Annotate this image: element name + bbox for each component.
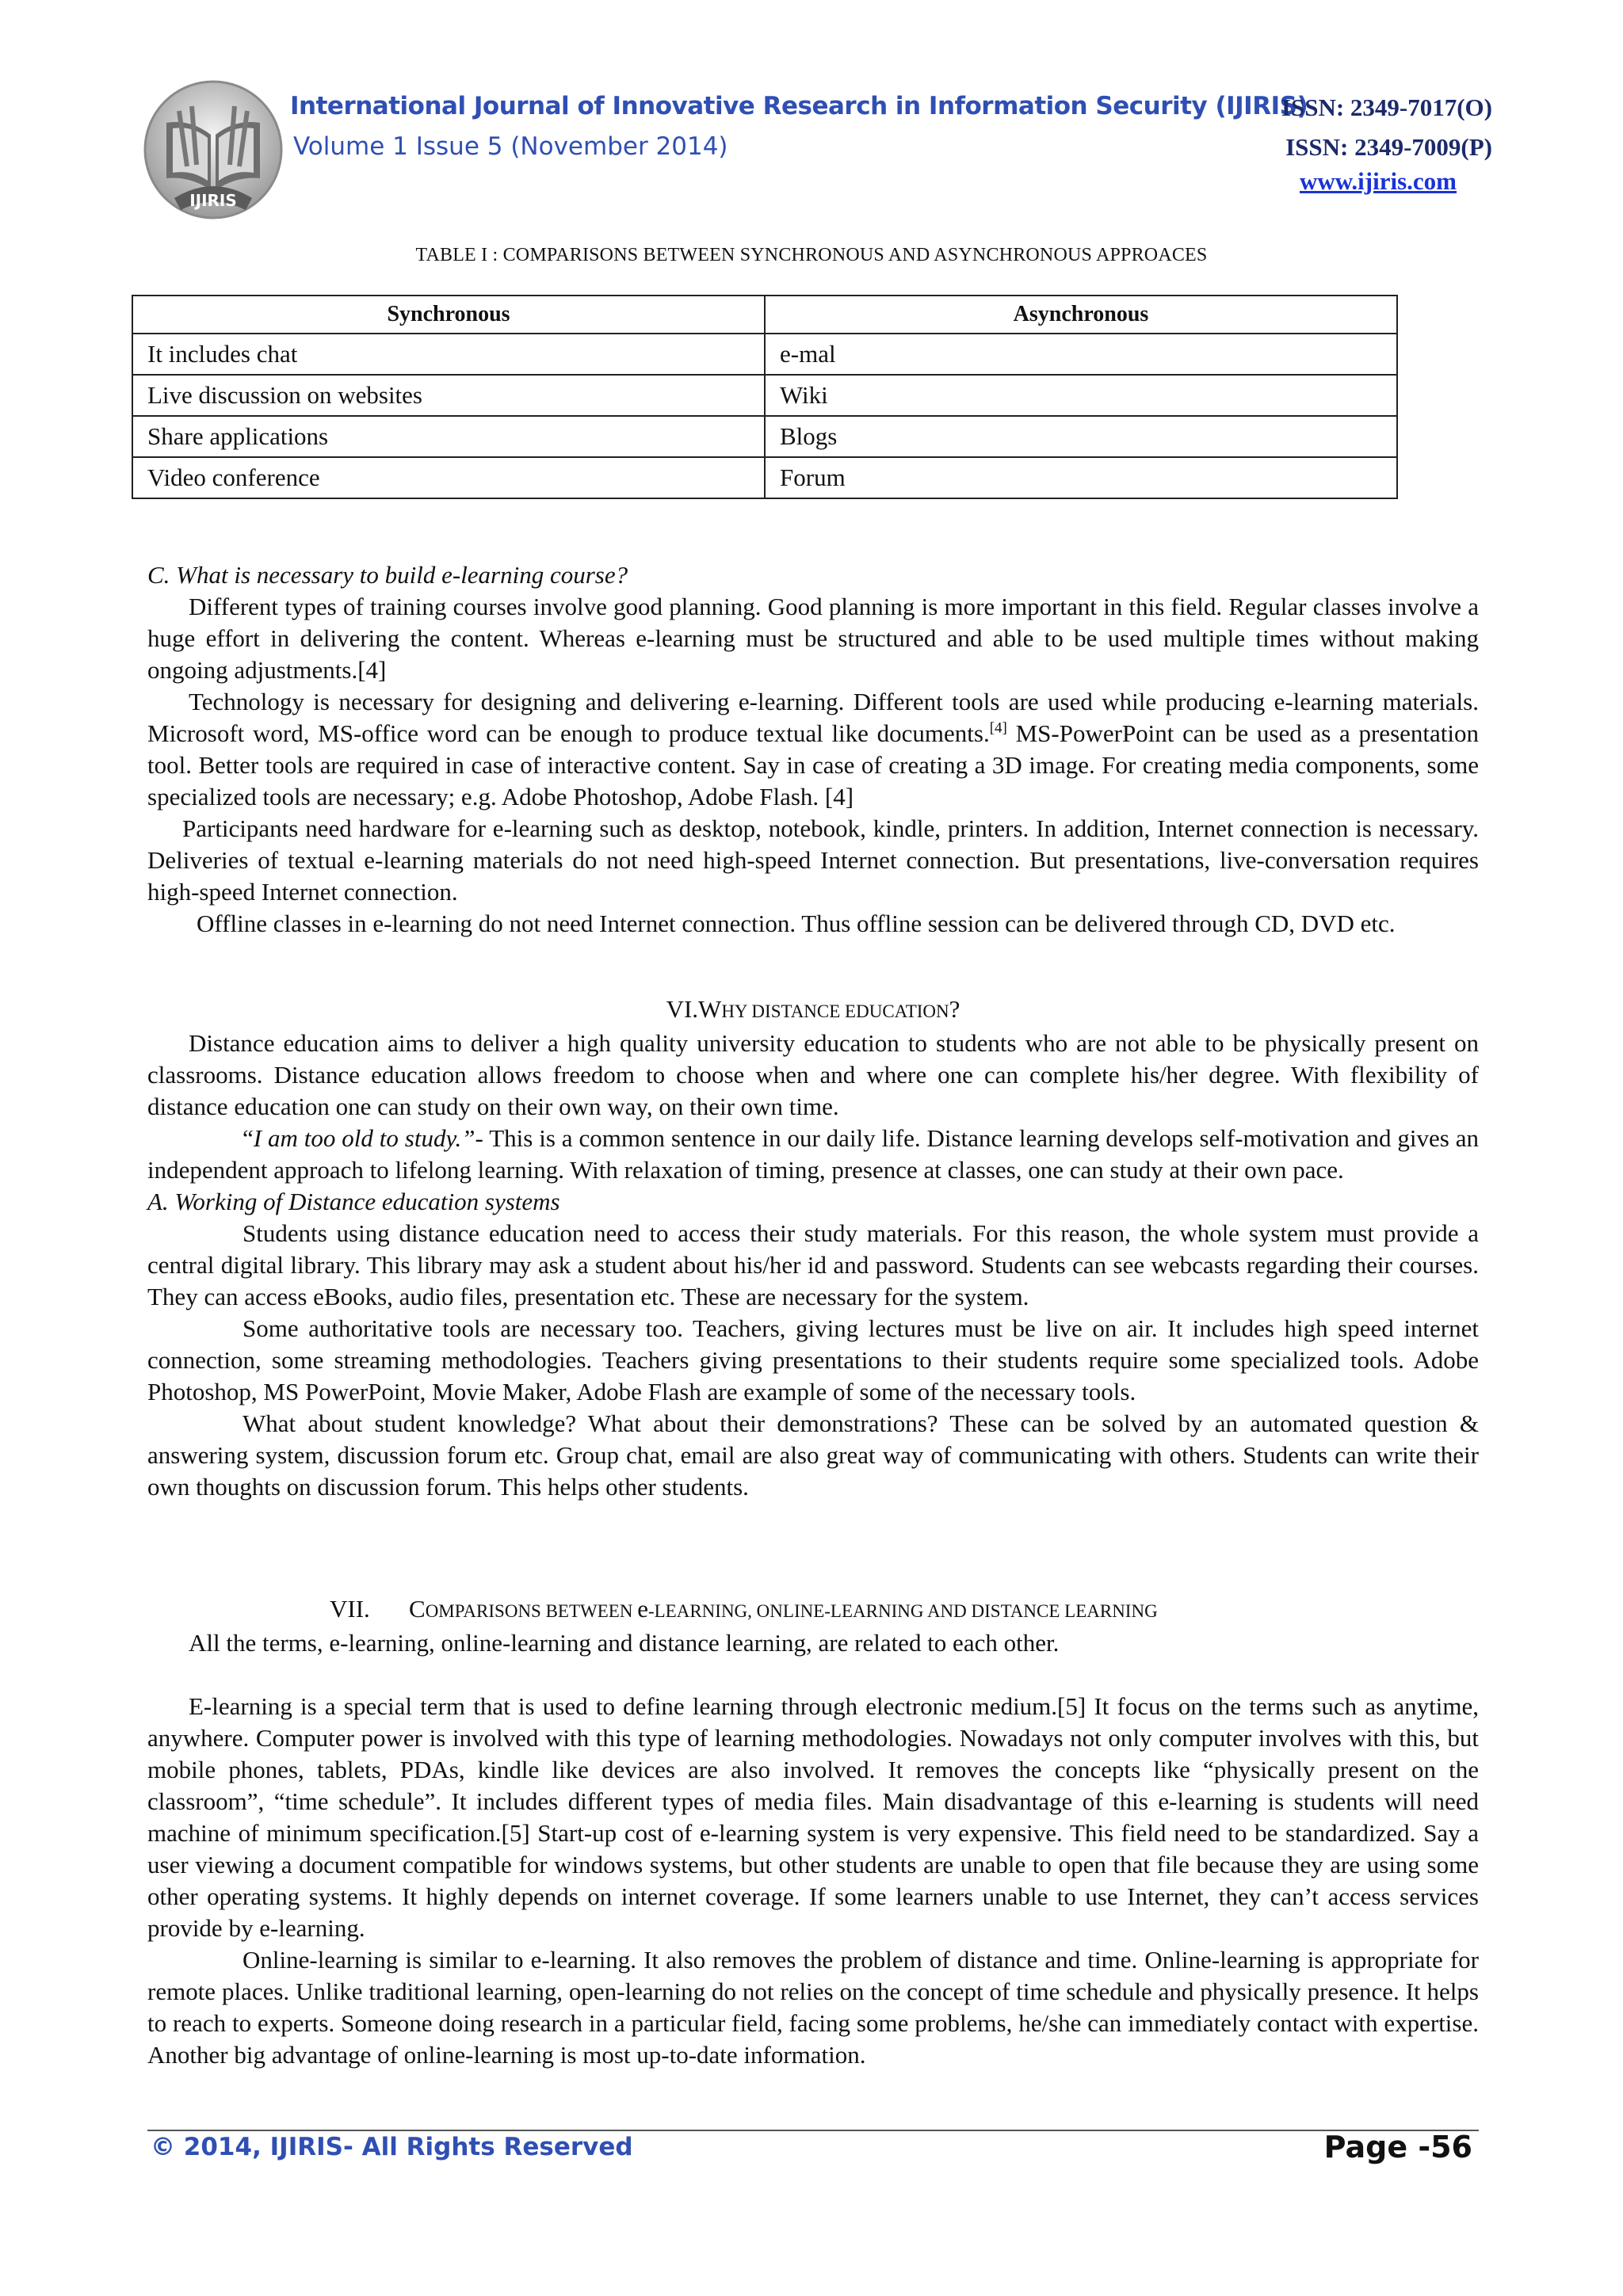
paragraph: Participants need hardware for e-learning such as desktop, notebook, kindle, printers. In addition, Internet connection is necessary. Deliveries of textual e-learning materials do not need high-speed Internet connection. But presentations, live-conversation requires high-speed Internet connection. [147, 814, 1479, 906]
table-cell: Wiki [765, 375, 1397, 416]
table-header-cell: Asynchronous [765, 296, 1397, 334]
paragraph: Offline classes in e-learning do not need Internet connection. Thus offline session can be delivered through CD, DVD etc. [197, 910, 1396, 937]
paragraph: What about student knowledge? What about their demonstrations? These can be solved by an automated question & answering system, discussion forum etc. Group chat, email are also great way of communicating with others. Students can write their own thoughts on discussion forum. This helps other students. [147, 1409, 1479, 1501]
section-vii [147, 1593, 1479, 2071]
quote-text: I am too old to study. [253, 1124, 462, 1152]
spacer [147, 1659, 1479, 1691]
table-header-row [132, 296, 1397, 334]
heading-initial: e [637, 1595, 648, 1623]
heading-rest: ONLINE-LEARNING AND DISTANCE LEARNING [756, 1601, 1158, 1621]
journal-url-link[interactable]: www.ijiris.com [1299, 167, 1457, 195]
paragraph-text: MS-PowerPoint can be used as a presentation tool. Better tools are required in case of interactive content. Say in case of creating a 3D image. For creating media components, some specialized tools are necessary; e.g. Adobe Photoshop, Adobe Flash. [4] [147, 719, 1479, 810]
paragraph: Online-learning is similar to e-learning. It also removes the problem of distance and time. Online-learning is appropriate for remote places. Unlike traditional learning, open-learning do not relies on the concept of time schedule and physically presence. It helps to reach to experts. Someone doing research in a particular field, facing some problems, he/she can immediately contact with expertise. Another big advantage of online-learning is most up-to-date information. [147, 1946, 1479, 2069]
journal-volume: Volume 1 Issue 5 (November 2014) [293, 132, 728, 161]
issn-online: ISSN: 2349-7017(O) [1281, 93, 1492, 121]
paragraph: Different types of training courses involve good planning. Good planning is more important in this field. Regular classes involve a huge effort in delivering the content. Whereas e-learning must be structured and able to be used multiple times without making ongoing adjustments.[4] [147, 593, 1479, 684]
quote-close: ” [461, 1124, 475, 1152]
heading-rest: HY DISTANCE EDUCATION [721, 1001, 949, 1021]
footer-copyright: © 2014, IJIRIS- All Rights Reserved [151, 2133, 633, 2161]
heading-punct: ? [949, 995, 960, 1023]
paragraph [147, 1123, 1479, 1186]
heading-initial: C [409, 1595, 426, 1623]
logo-text: IJIRIS [189, 191, 237, 210]
table-cell: e-mal [765, 334, 1397, 375]
ijiris-logo [143, 79, 284, 220]
paragraph-text: - This is a common sentence in our daily life. Distance learning develops self-motivation and gives an independent approach to lifelong learning. With relaxation of timing, presence at classes, one can study at their own pace. [147, 1124, 1479, 1184]
quote-open: “ [242, 1124, 254, 1152]
table-cell: Forum [765, 457, 1397, 498]
table-cell: Share applications [132, 416, 765, 457]
section-c [147, 559, 1479, 940]
citation: [4] [989, 719, 1007, 737]
table-cell: It includes chat [132, 334, 765, 375]
heading-initial: W [698, 995, 722, 1023]
paragraph: All the terms, e-learning, online-learning and distance learning, are related to each other. [189, 1629, 1060, 1657]
paragraph: Some authoritative tools are necessary too. Teachers, giving lectures must be live on air. It includes high speed internet connection, some streaming methodologies. Teachers giving presentations to their students require some specialized tools. Adobe Photoshop, MS PowerPoint, Movie Maker, Adobe Flash are example of some of the necessary tools. [147, 1314, 1479, 1405]
paragraph: E-learning is a special term that is used to define learning through electronic medium.[5] It focus on the terms such as anytime, anywhere. Computer power is involved with this type of learning methodologies. Nowadays not only computer involves with this, but mobile phones, tablets, PDAs, kindle like devices are also involved. It removes the concepts like “physically present on the classroom”, “time schedule”. It includes different types of media files. Main disadvantage of this e-learning is students will need machine of minimum specification.[5] Start-up cost of e-learning system is very expensive. This field need to be standardized. Say a user viewing a document compatible for windows systems, but other students are unable to open that file because they are using some other operating systems. It highly depends on internet coverage. If some learners unable to use Internet, they can’t access services provide by e-learning. [147, 1692, 1479, 1942]
table-header-cell: Synchronous [132, 296, 765, 334]
journal-title: International Journal of Innovative Research in Information Security (IJIRIS) [290, 92, 1308, 120]
footer-divider [147, 2130, 1479, 2131]
section-number: VII. [330, 1595, 370, 1623]
table-caption: TABLE I : COMPARISONS BETWEEN SYNCHRONOUS AND ASYNCHRONOUS APPROACES [415, 245, 1208, 265]
subsection-a-heading: A. Working of Distance education systems [147, 1188, 560, 1215]
table-cell: Video conference [132, 457, 765, 498]
section-vii-heading [147, 1593, 1479, 1627]
table-row [132, 375, 1397, 416]
paragraph [147, 686, 1479, 813]
table-cell: Live discussion on websites [132, 375, 765, 416]
table-row [132, 334, 1397, 375]
table-row [132, 457, 1397, 498]
paragraph: Distance education aims to deliver a high quality university education to students who are not able to be physically present on classrooms. Distance education allows freedom to choose when and where one can complete his/her degree. With flexibility of distance education one can study on their own way, on their own time. [147, 1029, 1479, 1120]
paragraph-text: Technology is necessary for designing and delivering e-learning. Different tools are used while producing e-learning materials. Microsoft word, MS-office word can be enough to produce textual like documents. [147, 688, 1479, 747]
heading-rest: OMPARISONS BETWEEN [425, 1601, 638, 1621]
section-c-heading: C. What is necessary to build e-learning course? [147, 561, 628, 589]
heading-rest: -LEARNING, [647, 1601, 757, 1621]
section-vi [147, 994, 1479, 1503]
comparison-table [132, 295, 1398, 499]
section-vi-heading [147, 994, 1479, 1028]
section-number: VI. [666, 995, 699, 1023]
table-row [132, 416, 1397, 457]
page-number: Page -56 [1323, 2130, 1472, 2164]
paragraph: Students using distance education need to access their study materials. For this reason, the whole system must provide a central digital library. This library may ask a student about his/her id and password. Students can see webcasts regarding their courses. They can access eBooks, audio files, presentation etc. These are necessary for the system. [147, 1219, 1479, 1310]
issn-print: ISSN: 2349-7009(P) [1285, 133, 1492, 161]
table-cell: Blogs [765, 416, 1397, 457]
